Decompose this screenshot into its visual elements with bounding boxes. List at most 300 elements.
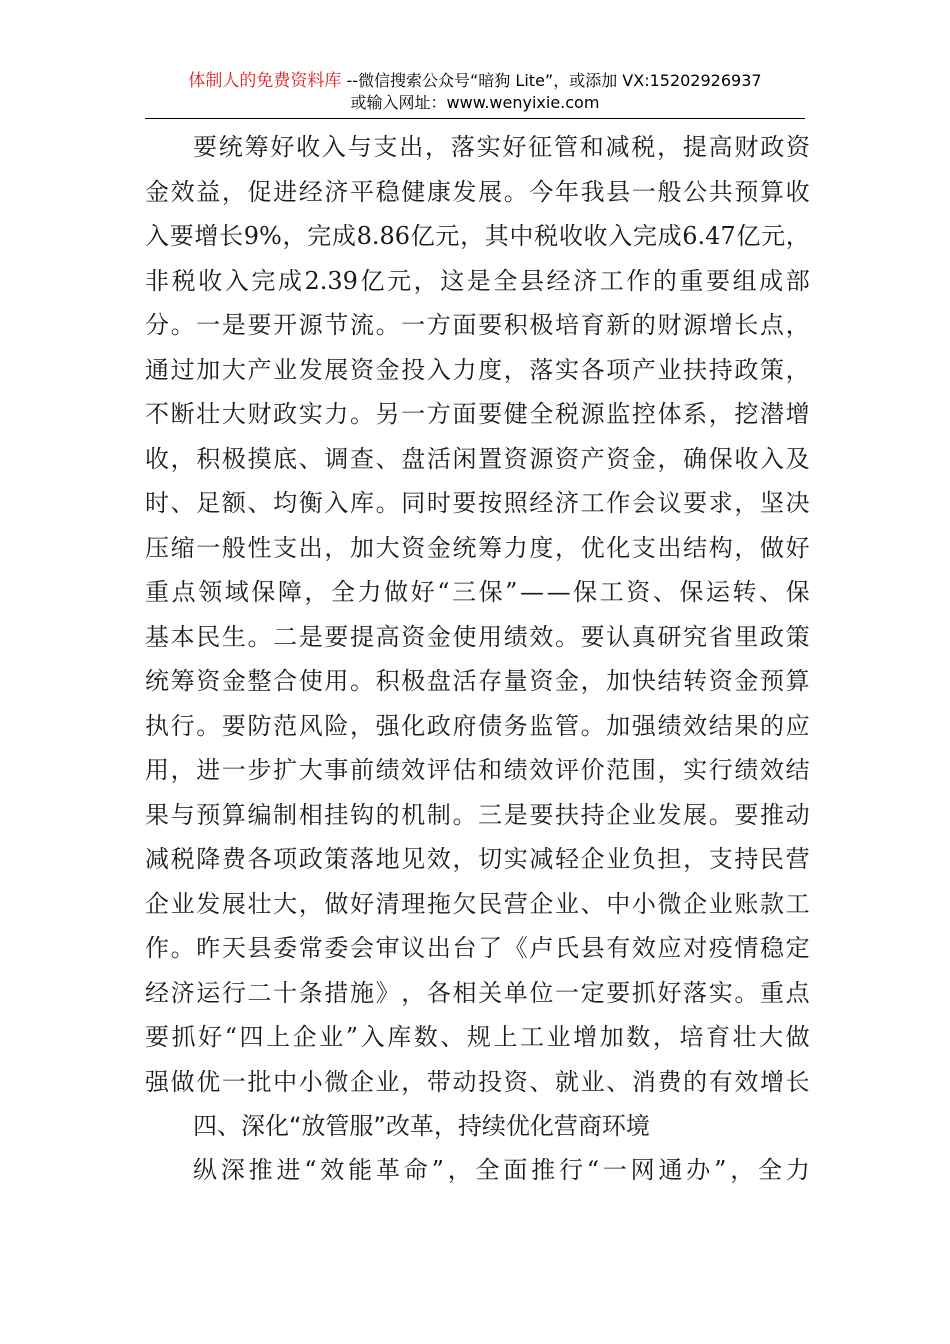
text-char: 一: [196, 311, 221, 339]
text-char: 微: [657, 889, 682, 918]
text-char: ”: [505, 578, 518, 606]
text-char: 流: [350, 311, 374, 339]
text-char: 资: [708, 667, 733, 695]
text-char: 财: [247, 400, 272, 428]
text-char: 展: [683, 800, 708, 829]
text-char: ，: [657, 756, 682, 784]
text-char: 真: [631, 622, 656, 651]
text-char: 入: [426, 355, 451, 384]
text-char: 、: [247, 489, 272, 517]
text-char: 足: [196, 489, 221, 517]
text-char: 绩: [503, 756, 528, 784]
text-char: 减: [529, 845, 554, 873]
text-char: 业: [606, 845, 631, 873]
text-char: 和: [579, 133, 604, 161]
text-char: 增: [785, 400, 810, 428]
text-char: 要: [169, 222, 194, 250]
text-char: 长: [219, 222, 244, 250]
text-char: 要: [221, 711, 246, 740]
text-char: 源: [683, 311, 708, 339]
section-heading: 四、深化“放管服”改革，持续优化营商环境: [193, 1112, 650, 1140]
text-char: 化: [606, 533, 631, 562]
text-char: 定: [785, 934, 810, 962]
text-char: 》: [375, 978, 400, 1007]
text-char: 、: [298, 444, 323, 473]
text-char: 相: [298, 800, 323, 829]
text-char: 保: [478, 578, 503, 606]
text-char: 预: [760, 667, 784, 695]
text-char: 活: [452, 667, 477, 695]
text-char: 加: [350, 533, 374, 562]
text-char: 挖: [734, 400, 759, 428]
text-char: 培: [679, 1023, 704, 1051]
text-char: 效: [734, 1067, 759, 1096]
text-char: 完: [251, 266, 276, 295]
text-char: 整: [247, 667, 272, 695]
body-paragraph-next: [145, 1148, 810, 1193]
text-char: 成: [759, 266, 784, 295]
text-char: 力: [357, 578, 382, 606]
text-char: 就: [555, 1067, 579, 1096]
text-char: “: [586, 1156, 600, 1184]
text-char: 卢: [529, 934, 554, 962]
text-char: 发: [657, 800, 682, 829]
text-char: 出: [298, 533, 323, 562]
text-char: 落: [529, 355, 554, 384]
text-char: 委: [273, 934, 298, 962]
text-char: 支: [631, 533, 656, 562]
text-char: 钩: [350, 800, 374, 829]
text-char: 相: [452, 978, 477, 1007]
text-char: 企: [350, 1067, 374, 1096]
text-line: [145, 214, 810, 259]
text-char: 是: [466, 266, 491, 295]
text-char: 增: [708, 311, 733, 339]
text-char: 业: [170, 889, 195, 918]
text-char: 高: [708, 133, 733, 161]
text-char: ，: [657, 133, 682, 161]
text-char: 扶: [555, 800, 579, 829]
text-char: 做: [760, 533, 784, 562]
text-line: [145, 1148, 810, 1193]
text-char: 预: [196, 800, 221, 829]
text-char: 营: [785, 845, 810, 873]
text-char: 摸: [247, 444, 272, 473]
text-char: 调: [324, 444, 349, 473]
text-char: 落: [683, 978, 708, 1007]
text-char: 欠: [452, 889, 477, 918]
text-char: 闲: [452, 444, 477, 473]
text-char: 有: [708, 1067, 733, 1096]
text-char: 一: [602, 1156, 627, 1184]
text-char: 合: [273, 667, 298, 695]
text-char: 防: [247, 711, 272, 740]
text-char: 一: [221, 756, 246, 784]
text-char: ，: [170, 444, 195, 473]
text-char: 结: [657, 667, 682, 695]
text-char: 扩: [273, 756, 298, 784]
text-char: 新: [606, 311, 631, 339]
text-char: ，: [282, 222, 307, 250]
text-char: 公: [683, 177, 708, 206]
text-char: 执: [145, 711, 169, 740]
text-char: 负: [631, 845, 656, 873]
text-char: 过: [170, 355, 195, 384]
text-char: 强: [145, 1067, 169, 1096]
text-char: 潜: [760, 400, 784, 428]
text-char: 部: [785, 266, 810, 295]
text-char: 效: [760, 756, 784, 784]
text-char: 置: [478, 444, 503, 473]
text-char: 《: [503, 934, 528, 962]
text-char: 抓: [171, 1023, 196, 1051]
text-char: 扶: [683, 355, 708, 384]
text-char: 壮: [196, 400, 221, 428]
text-char: 度: [529, 533, 554, 562]
text-char: 金: [426, 533, 451, 562]
text-char: ，: [298, 889, 323, 918]
text-char: 快: [631, 667, 656, 695]
text-char: 效: [631, 934, 656, 962]
text-char: 税: [631, 133, 656, 161]
text-char: 点: [785, 978, 810, 1007]
text-char: 经: [529, 489, 554, 517]
text-char: 时: [426, 489, 451, 517]
text-char: 出: [657, 533, 682, 562]
text-char: 业: [546, 1023, 571, 1051]
text-char: 实: [476, 133, 501, 161]
text-char: 结: [683, 533, 708, 562]
text-char: 绩: [375, 756, 400, 784]
text-char: 底: [273, 444, 298, 473]
text-char: ，: [221, 177, 246, 206]
header-promo-line: [0, 70, 950, 92]
text-char: 共: [708, 177, 733, 206]
text-char: 疫: [708, 934, 733, 962]
text-char: 税: [555, 400, 579, 428]
text-char: 氏: [555, 934, 579, 962]
text-char: 业: [631, 800, 656, 829]
text-char: 入: [608, 222, 633, 250]
text-char: 效: [426, 845, 451, 873]
text-char: 降: [196, 845, 221, 873]
text-char: 面: [452, 400, 477, 428]
text-char: 面: [503, 1156, 528, 1184]
text-char: 与: [170, 800, 195, 829]
text-char: 好: [785, 533, 810, 562]
text-char: 议: [401, 934, 426, 962]
text-char: 县: [519, 266, 544, 295]
text-char: 规: [466, 1023, 491, 1051]
text-char: 评: [555, 756, 579, 784]
text-char: 减: [145, 845, 169, 873]
text-char: 效: [529, 622, 554, 651]
text-char: 政: [760, 622, 784, 651]
text-char: 企: [145, 889, 169, 918]
text-char: 进: [273, 177, 298, 206]
text-char: ，: [734, 489, 759, 517]
text-char: 极: [529, 311, 554, 339]
text-char: 业: [580, 1067, 605, 1096]
text-char: 业: [375, 1067, 400, 1096]
text-char: 运: [705, 578, 730, 606]
text-char: 般: [221, 533, 246, 562]
text-char: ，: [580, 667, 605, 695]
text-line: [145, 1015, 810, 1060]
text-char: 重: [145, 578, 169, 606]
text-char: 力: [324, 400, 349, 428]
text-char: 行: [170, 711, 195, 740]
text-char: 营: [503, 889, 528, 918]
text-char: 财: [657, 311, 682, 339]
text-char: 加: [599, 1023, 624, 1051]
text-char: 额: [221, 489, 246, 517]
text-char: 发: [452, 177, 477, 206]
text-char: 结: [785, 756, 810, 784]
text-char: 三: [452, 578, 477, 606]
text-char: 条: [298, 978, 323, 1007]
text-char: 作: [606, 489, 631, 517]
text-char: 全: [330, 578, 355, 606]
text-char: 。: [196, 711, 221, 740]
text-char: 前: [350, 756, 374, 784]
text-char: 、: [652, 578, 677, 606]
text-char: 民: [196, 622, 221, 651]
text-char: 实: [683, 756, 708, 784]
text-char: 金: [555, 667, 579, 695]
text-char: 增: [194, 222, 219, 250]
text-char: 化: [401, 711, 426, 740]
text-char: 入: [760, 444, 784, 473]
document-body: [145, 125, 810, 1193]
text-char: 长: [734, 311, 759, 339]
text-char: 中: [273, 1067, 298, 1096]
text-char: 产: [580, 444, 605, 473]
text-char: 盘: [426, 667, 451, 695]
text-char: 要: [529, 800, 554, 829]
text-char: 资: [350, 355, 374, 384]
text-char: 挂: [324, 800, 349, 829]
text-line: [145, 837, 810, 882]
text-line: [145, 259, 810, 304]
text-char: ，: [657, 444, 682, 473]
text-char: 落: [350, 845, 374, 873]
text-char: 消: [631, 1067, 656, 1096]
text-char: 步: [247, 756, 272, 784]
text-char: 济: [555, 489, 579, 517]
text-line: [145, 748, 810, 793]
text-char: 。: [375, 489, 400, 517]
text-char: 业: [555, 889, 579, 918]
text-char: 年: [555, 177, 579, 206]
text-char: 。: [452, 800, 477, 829]
text-char: 政: [426, 711, 451, 740]
text-char: 构: [708, 533, 733, 562]
text-char: 工: [599, 266, 624, 295]
text-char: 政: [273, 400, 298, 428]
text-char: 三: [478, 800, 503, 829]
text-char: 增: [573, 1023, 598, 1051]
text-char: 效: [320, 1156, 345, 1184]
text-char: 的: [652, 266, 677, 295]
text-char: 资: [196, 667, 221, 695]
text-char: ，: [785, 355, 810, 384]
text-char: 果: [734, 711, 759, 740]
text-char: 要: [478, 400, 503, 428]
text-char: 亿: [410, 222, 435, 250]
text-char: 企: [529, 889, 554, 918]
text-char: 加: [196, 355, 221, 384]
text-char: 纵: [193, 1156, 217, 1184]
text-char: 项: [273, 845, 298, 873]
text-char: 企: [606, 800, 631, 829]
text-char: 力: [503, 533, 528, 562]
text-char: 、: [440, 1023, 465, 1051]
text-char: 性: [247, 533, 272, 562]
text-char: 要: [734, 800, 759, 829]
text-char: 和: [478, 756, 503, 784]
text-line: [145, 481, 810, 526]
text-char: 费: [221, 845, 246, 873]
text-char: 生: [221, 622, 246, 651]
text-char: 各: [426, 978, 451, 1007]
text-char: 保: [251, 578, 276, 606]
text-char: 策: [785, 622, 810, 651]
text-char: 议: [657, 489, 682, 517]
text-char: 筹: [244, 133, 269, 161]
text-char: 存: [478, 667, 503, 695]
text-char: 、: [606, 1067, 631, 1096]
text-char: 均: [273, 489, 298, 517]
text-char: ，: [785, 222, 810, 250]
text-char: 进: [196, 756, 221, 784]
text-line: [145, 392, 810, 437]
text-char: 一: [196, 533, 221, 562]
text-char: 活: [426, 444, 451, 473]
text-char: 收: [785, 177, 810, 206]
text-char: 入: [360, 1023, 385, 1051]
text-char: “: [224, 1023, 237, 1051]
text-char: 有: [606, 934, 631, 962]
text-char: 力: [452, 355, 477, 384]
text-char: ，: [170, 756, 195, 784]
text-char: 情: [734, 934, 759, 962]
text-char: 出: [426, 934, 451, 962]
text-char: 加: [606, 711, 631, 740]
text-char: 民: [760, 845, 784, 873]
text-char: ，: [447, 1156, 472, 1184]
text-char: 壮: [247, 889, 272, 918]
text-char: 支: [373, 133, 398, 161]
text-char: ，: [401, 978, 426, 1007]
text-char: 非: [145, 266, 169, 295]
text-line: [145, 170, 810, 215]
text-char: ，: [452, 845, 477, 873]
text-char: ”: [345, 1023, 359, 1051]
text-char: 金: [734, 667, 759, 695]
text-char: 工: [520, 1023, 544, 1051]
text-char: 做: [170, 1067, 195, 1096]
text-char: 数: [413, 1023, 438, 1051]
text-char: 深: [220, 1156, 245, 1184]
header-promo-text: --微信搜索公众号“暗狗 Lite”，或添加 VX:15202926937: [341, 71, 762, 90]
text-char: 要: [706, 266, 730, 295]
text-char: 债: [478, 711, 503, 740]
text-char: 高: [375, 622, 400, 651]
header-brand: 体制人的免费资料库: [188, 71, 342, 91]
text-char: 稳: [375, 177, 400, 206]
text-char: 价: [580, 756, 605, 784]
text-char: 收: [558, 222, 583, 250]
text-char: ，: [734, 533, 759, 562]
text-char: 编: [247, 800, 272, 829]
text-char: 做: [324, 889, 349, 918]
text-char: 。: [170, 934, 195, 962]
text-char: 是: [221, 311, 246, 339]
text-char: 是: [503, 800, 528, 829]
text-char: 四: [239, 1023, 264, 1051]
text-char: 预: [734, 177, 759, 206]
text-char: 育: [705, 1023, 730, 1051]
text-char: 上: [493, 1023, 518, 1051]
text-char: 进: [276, 1156, 301, 1184]
text-char: 益: [196, 177, 221, 206]
text-char: 台: [452, 934, 477, 962]
text-char: 持: [734, 845, 759, 873]
text-char: 本: [170, 622, 195, 651]
text-char: 税: [534, 222, 559, 250]
text-char: 金: [221, 667, 246, 695]
text-char: 时: [145, 489, 169, 517]
text-char: 。: [375, 311, 400, 339]
text-char: 做: [384, 578, 409, 606]
text-char: 二: [273, 622, 298, 651]
text-char: 投: [401, 355, 426, 384]
text-char: 一: [401, 311, 426, 339]
text-char: 收: [145, 444, 169, 473]
text-char: 算: [785, 667, 810, 695]
text-line: [145, 659, 810, 704]
text-char: 资: [503, 444, 528, 473]
text-char: 金: [375, 355, 400, 384]
text-char: 。: [580, 711, 605, 740]
text-char: 监: [529, 711, 554, 740]
text-char: 应: [785, 711, 810, 740]
text-char: 平: [350, 177, 374, 206]
text-char: 工: [599, 578, 624, 606]
text-char: 。: [734, 978, 759, 1007]
text-char: 一: [401, 400, 426, 428]
text-char: 上: [266, 1023, 291, 1051]
text-char: ，: [401, 1067, 426, 1096]
text-char: 展: [478, 177, 503, 206]
text-char: 务: [503, 711, 528, 740]
text-char: 筹: [478, 533, 503, 562]
text-char: 范: [273, 711, 298, 740]
text-char: 微: [324, 1067, 349, 1096]
text-char: 业: [273, 355, 298, 384]
text-char: ”: [431, 1156, 444, 1184]
text-char: 资: [529, 667, 554, 695]
text-char: 要: [580, 622, 605, 651]
text-char: 优: [580, 533, 605, 562]
text-char: 、: [170, 489, 195, 517]
text-char: 。: [247, 622, 272, 651]
text-char: 税: [170, 845, 195, 873]
text-char: 源: [580, 400, 605, 428]
text-char: 资: [401, 622, 426, 651]
text-char: 完: [307, 222, 332, 250]
